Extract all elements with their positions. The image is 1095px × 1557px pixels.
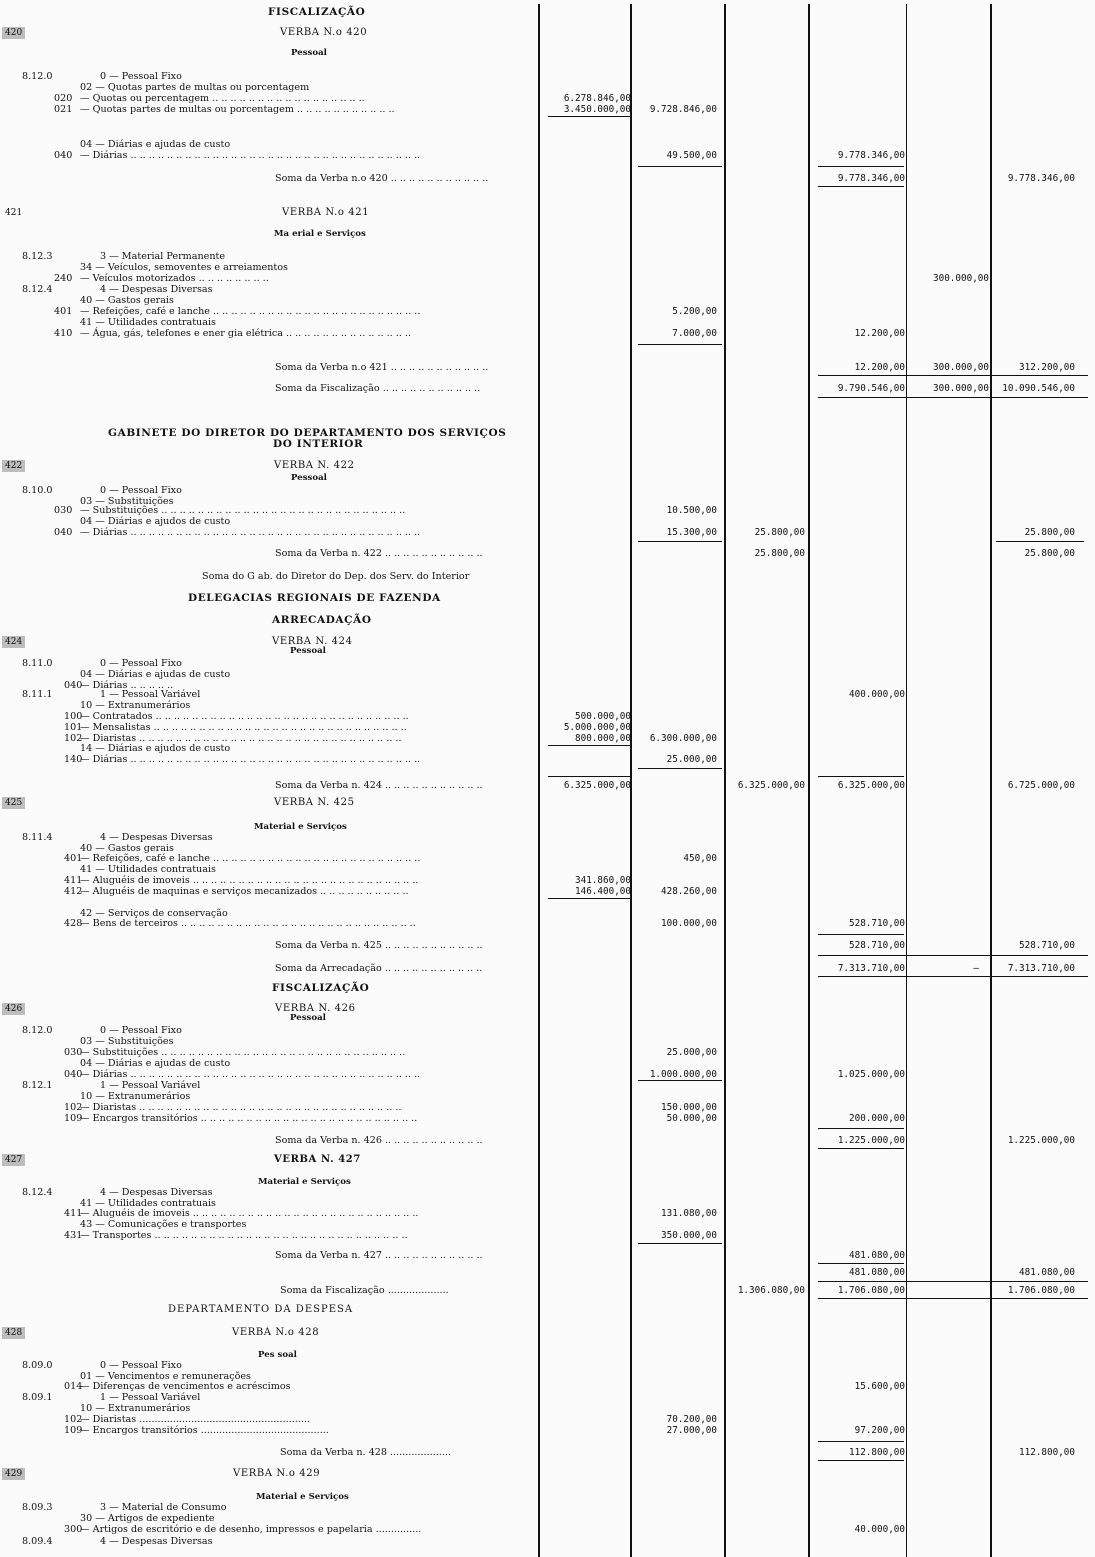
amount: 300.000,00	[933, 362, 989, 373]
amount: 300.000,00	[933, 273, 989, 284]
amount: 131.080,00	[661, 1208, 717, 1219]
row-code: 8.09.4	[22, 1536, 53, 1547]
row-code: 102	[64, 733, 83, 744]
row-code: 040	[64, 1069, 83, 1080]
verba-title: VERBA N.o 421	[282, 207, 370, 218]
amount: 146.400,00	[575, 886, 631, 897]
row-code: 411	[64, 1208, 83, 1219]
row-code: 431	[64, 1230, 83, 1241]
row-description: — Encargos transitórios .. .. .. .. .. .. .. .. .. .. .. .. .. .. .. .. .. .. .. .. .. .. .. ..	[80, 1113, 418, 1124]
row-code: 102	[64, 1102, 83, 1113]
table-row	[0, 1524, 1095, 1536]
amount: 7.000,00	[672, 328, 717, 339]
rule	[818, 776, 904, 777]
row-code: 401	[54, 306, 73, 317]
rule	[818, 166, 904, 167]
row-description: 0 — Pessoal Fixo	[100, 1360, 182, 1371]
verba-badge: 427	[2, 1154, 25, 1166]
table-row	[0, 1447, 1095, 1459]
table-row	[0, 754, 1095, 766]
amount: 6.325.000,00	[563, 780, 631, 791]
rule	[818, 1441, 904, 1442]
amount: 481.080,00	[849, 1250, 905, 1261]
row-code: 040	[64, 680, 83, 691]
verba-title: VERBA N. 422	[274, 460, 355, 471]
amount: 5.000.000,00	[563, 722, 631, 733]
soma-label: Soma da Verba n.o 420 .. .. .. .. .. .. .. .. .. .. ..	[275, 173, 489, 184]
amount: 25.000,00	[666, 754, 717, 765]
amount: 300.000,00	[933, 383, 989, 394]
row-description: 04 — Diárias e ajudas de custo	[80, 139, 231, 150]
row-description: 41 — Utilidades contratuais	[80, 864, 216, 875]
verba-title: VERBA N. 427	[274, 1154, 361, 1165]
row-code: 101	[64, 722, 83, 733]
rule	[638, 1243, 722, 1244]
rule	[638, 344, 722, 345]
amount: 112.800,00	[849, 1447, 905, 1458]
amount: 350.000,00	[661, 1230, 717, 1241]
rule	[638, 768, 722, 769]
row-description: — Encargos transitórios ..........................................	[80, 1425, 329, 1436]
verba-subtitle: Material e Serviços	[254, 822, 347, 832]
amount: 9.778.346,00	[1007, 173, 1075, 184]
row-description: 1 — Pessoal Variável	[100, 1080, 201, 1091]
amount: 1.225.000,00	[1007, 1135, 1075, 1146]
verba-subtitle: Pessoal	[290, 1013, 326, 1023]
amount: 528.710,00	[849, 918, 905, 929]
verba-title: VERBA N.o 428	[232, 1327, 320, 1338]
row-code: 8.12.4	[22, 1187, 53, 1198]
amount: 9.790.546,00	[837, 383, 905, 394]
rule	[818, 1281, 1088, 1282]
rule	[818, 955, 1088, 956]
row-code: 428	[64, 918, 83, 929]
amount: 6.325.000,00	[837, 780, 905, 791]
amount: —	[973, 963, 979, 974]
row-description: — Veículos motorizados .. .. .. .. .. .. .. ..	[80, 273, 269, 284]
table-row	[0, 1425, 1095, 1437]
amount: 428.260,00	[661, 886, 717, 897]
row-code: 102	[64, 1414, 83, 1425]
table-row	[0, 150, 1095, 162]
row-code: 401	[64, 853, 83, 864]
row-description: — Água, gás, telefones e ener gia elétrica .. .. .. .. .. .. .. .. .. .. .. .. .. ..	[80, 328, 412, 339]
row-description: 4 — Despesas Diversas	[100, 832, 213, 843]
row-description: 10 — Extranumerários	[80, 700, 191, 711]
row-description: — Substituições .. .. .. .. .. .. .. .. .. .. .. .. .. .. .. .. .. .. .. .. .. .. .. .. .. .. ..	[80, 1047, 406, 1058]
amount: 500.000,00	[575, 711, 631, 722]
soma-gabinete: Soma do G ab. do Diretor do Dep. dos Serv. do Interior	[202, 571, 470, 582]
row-code: 014	[64, 1381, 83, 1392]
row-code: 8.11.0	[22, 658, 53, 669]
verba-title: VERBA N.o 420	[280, 27, 368, 38]
row-code: 8.12.1	[22, 1080, 53, 1091]
table-row	[0, 940, 1095, 952]
rule	[818, 397, 1088, 398]
verba-subtitle: Pessoal	[290, 646, 326, 656]
amount: 97.200,00	[854, 1425, 905, 1436]
amount: 10.090.546,00	[1002, 383, 1075, 394]
table-row	[0, 383, 1095, 395]
amount: 12.200,00	[854, 362, 905, 373]
row-description: 3 — Material de Consumo	[100, 1502, 227, 1513]
soma-label: Soma da Fiscalização ....................	[280, 1285, 449, 1296]
verba-subtitle: Pessoal	[291, 473, 327, 483]
table-row	[0, 780, 1095, 792]
rule	[818, 186, 904, 187]
row-code: 021	[54, 104, 73, 115]
table-row	[0, 104, 1095, 116]
amount: 450,00	[683, 853, 717, 864]
verba-subtitle: Pessoal	[291, 48, 327, 58]
amount: 150.000,00	[661, 1102, 717, 1113]
table-row	[0, 1267, 1095, 1279]
row-description: — Diaristas ........................................................	[80, 1414, 311, 1425]
verba-badge: 425	[2, 797, 25, 809]
row-description: 30 — Artigos de expediente	[80, 1513, 215, 1524]
row-description: — Diferenças de vencimentos e acréscimos	[80, 1381, 291, 1392]
soma-label: Soma da Verba n. 424 .. .. .. .. .. .. .. .. .. .. ..	[275, 780, 483, 791]
verba-subtitle: Pes soal	[258, 1350, 297, 1360]
rule	[996, 541, 1084, 542]
table-row	[0, 1285, 1095, 1297]
rule	[818, 1460, 904, 1461]
row-description: 0 — Pessoal Fixo	[100, 658, 182, 669]
soma-label: Soma da Verba n. 428 ....................	[280, 1447, 451, 1458]
rule	[638, 541, 722, 542]
verba-badge: 424	[2, 636, 25, 648]
table-row	[0, 527, 1095, 539]
amount: 40.000,00	[854, 1524, 905, 1535]
row-description: 04 — Diárias e ajudas de custo	[80, 1058, 231, 1069]
rule	[818, 1128, 904, 1129]
row-description: — Transportes .. .. .. .. .. .. .. .. .. .. .. .. .. .. .. .. .. .. .. .. .. .. .. .. .. .. .. ..	[80, 1230, 408, 1241]
row-description: 41 — Utilidades contratuais	[80, 1198, 216, 1209]
amount: 25.800,00	[1024, 548, 1075, 559]
amount: 25.800,00	[1024, 527, 1075, 538]
verba-badge: 420	[2, 27, 25, 39]
rule	[818, 1263, 904, 1264]
row-description: 1 — Pessoal Variável	[100, 1392, 201, 1403]
table-row	[0, 886, 1095, 898]
verba-title: VERBA N. 425	[274, 797, 355, 808]
soma-label: Soma da Fiscalização .. .. .. .. .. .. .. .. .. .. ..	[275, 383, 481, 394]
verba-title: VERBA N. 426	[275, 1003, 356, 1014]
amount: 528.710,00	[849, 940, 905, 951]
row-description: — Artigos de escritório e de desenho, impressos e papelaria ...............	[80, 1524, 422, 1535]
rule	[818, 1298, 1088, 1299]
row-code: 8.12.0	[22, 71, 53, 82]
row-code: 300	[64, 1524, 83, 1535]
rule	[818, 375, 1088, 376]
verba-subtitle: Material e Serviços	[258, 1177, 351, 1187]
amount: 7.313.710,00	[837, 963, 905, 974]
row-description: — Quotas partes de multas ou porcentagem .. .. .. .. .. .. .. .. .. .. ..	[80, 104, 395, 115]
section-heading: ARRECADAÇÃO	[272, 614, 372, 626]
rule	[548, 116, 630, 117]
row-description: 03 — Substituições	[80, 1036, 174, 1047]
row-description: 40 — Gastos gerais	[80, 295, 174, 306]
row-description: 0 — Pessoal Fixo	[100, 71, 182, 82]
rule	[818, 934, 904, 935]
row-code: 411	[64, 875, 83, 886]
amount: 6.325.000,00	[737, 780, 805, 791]
amount: 1.706.080,00	[837, 1285, 905, 1296]
row-code: 020	[54, 93, 73, 104]
row-description: — Refeições, café e lanche .. .. .. .. .. .. .. .. .. .. .. .. .. .. .. .. .. .. .. .. .. .. ..	[80, 853, 421, 864]
row-description: 01 — Vencimentos e remunerações	[80, 1371, 251, 1382]
row-description: — Substituições .. .. .. .. .. .. .. .. .. .. .. .. .. .. .. .. .. .. .. .. .. .. .. .. .. .. ..	[80, 505, 406, 516]
row-code: 030	[54, 505, 73, 516]
row-code: 109	[64, 1425, 83, 1436]
section-heading: GABINETE DO DIRETOR DO DEPARTAMENTO DOS SERVIÇOS	[108, 427, 507, 439]
row-description: — Aluguéis de maquinas e serviços mecanizados .. .. .. .. .. .. .. .. .. ..	[80, 886, 409, 897]
amount: 1.000.000,00	[649, 1069, 717, 1080]
table-row	[0, 1113, 1095, 1125]
row-description: — Diárias .. .. .. .. .. .. .. .. .. .. .. .. .. .. .. .. .. .. .. .. .. .. .. .. .. .. .. .. .. .. .. ..	[80, 150, 421, 161]
amount: 25.800,00	[754, 527, 805, 538]
row-code: 240	[54, 273, 73, 284]
row-code: 140	[64, 754, 83, 765]
row-description: — Contratados .. .. .. .. .. .. .. .. .. .. .. .. .. .. .. .. .. .. .. .. .. .. .. .. .. .. .. ..	[80, 711, 409, 722]
row-description: — Diaristas .. .. .. .. .. .. .. .. .. .. .. .. .. .. .. .. .. .. .. .. .. .. .. .. .. .. .. .. ..	[80, 733, 402, 744]
rule	[548, 745, 630, 746]
row-description: 4 — Despesas Diversas	[100, 1187, 213, 1198]
row-description: — Diárias .. .. .. .. .. .. .. .. .. .. .. .. .. .. .. .. .. .. .. .. .. .. .. .. .. .. .. .. .. .. .. ..	[80, 527, 421, 538]
table-row	[0, 173, 1095, 185]
amount: 1.225.000,00	[837, 1135, 905, 1146]
row-code: 412	[64, 886, 83, 897]
amount: 400.000,00	[849, 689, 905, 700]
row-description: 34 — Veículos, semoventes e arreiamentos	[80, 262, 288, 273]
amount: 9.778.346,00	[837, 150, 905, 161]
amount: 6.278.846,00	[563, 93, 631, 104]
row-code: 8.11.1	[22, 689, 53, 700]
row-code: 8.11.4	[22, 832, 53, 843]
amount: 1.706.080,00	[1007, 1285, 1075, 1296]
row-code: 8.12.3	[22, 251, 53, 262]
verba-badge: 429	[2, 1468, 25, 1480]
row-description: 0 — Pessoal Fixo	[100, 485, 182, 496]
section-heading: DEPARTAMENTO DA DESPESA	[168, 1304, 354, 1315]
amount: 9.728.846,00	[649, 104, 717, 115]
amount: 800.000,00	[575, 733, 631, 744]
row-description: — Diárias .. .. .. .. .. .. .. .. .. .. .. .. .. .. .. .. .. .. .. .. .. .. .. .. .. .. .. .. .. .. .. ..	[80, 754, 421, 765]
rule	[548, 898, 630, 899]
rule	[638, 166, 722, 167]
soma-label: Soma da Verba n.o 421 .. .. .. .. .. .. .. .. .. .. ..	[275, 362, 489, 373]
amount: 1.306.080,00	[737, 1285, 805, 1296]
row-code: 030	[64, 1047, 83, 1058]
row-code: 410	[54, 328, 73, 339]
rule	[818, 1148, 904, 1149]
amount: 100.000,00	[661, 918, 717, 929]
row-description: 43 — Comunicações e transportes	[80, 1219, 247, 1230]
row-description: — Diaristas .. .. .. .. .. .. .. .. .. .. .. .. .. .. .. .. .. .. .. .. .. .. .. .. .. .. .. .. ..	[80, 1102, 402, 1113]
section-heading: FISCALIZAÇÃO	[268, 6, 366, 18]
soma-label: Soma da Verba n. 425 .. .. .. .. .. .. .. .. .. .. ..	[275, 940, 483, 951]
row-description: — Aluguéis de imoveis .. .. .. .. .. .. .. .. .. .. .. .. .. .. .. .. .. .. .. .. .. .. .. .. ..	[80, 875, 419, 886]
amount: 3.450.000,00	[563, 104, 631, 115]
row-description: 0 — Pessoal Fixo	[100, 1025, 182, 1036]
verba-subtitle: Material e Serviços	[256, 1492, 349, 1502]
row-description: 02 — Quotas partes de multas ou porcentagem	[80, 82, 310, 93]
amount: 15.600,00	[854, 1381, 905, 1392]
amount: 10.500,00	[666, 505, 717, 516]
amount: 6.725.000,00	[1007, 780, 1075, 791]
row-description: 04 — Diárias e ajudas de custo	[80, 669, 231, 680]
table-row	[0, 1250, 1095, 1262]
amount: 70.200,00	[666, 1414, 717, 1425]
verba-subtitle: Ma erial e Serviços	[274, 229, 366, 239]
amount: 312.200,00	[1019, 362, 1075, 373]
row-description: 14 — Diárias e ajudos de custo	[80, 743, 231, 754]
table-row	[0, 362, 1095, 374]
amount: 7.313.710,00	[1007, 963, 1075, 974]
table-row	[0, 1230, 1095, 1242]
amount: 200.000,00	[849, 1113, 905, 1124]
amount: 49.500,00	[666, 150, 717, 161]
verba-badge: 426	[2, 1003, 25, 1015]
row-code: 040	[54, 150, 73, 161]
amount: 112.800,00	[1019, 1447, 1075, 1458]
row-description: 40 — Gastos gerais	[80, 843, 174, 854]
amount: 6.300.000,00	[649, 733, 717, 744]
row-description: — Bens de terceiros .. .. .. .. .. .. .. .. .. .. .. .. .. .. .. .. .. .. .. .. .. .. .. .. .. ..	[80, 918, 416, 929]
amount: 5.200,00	[672, 306, 717, 317]
rule	[818, 976, 1088, 977]
soma-label: Soma da Verba n. 426 .. .. .. .. .. .. .. .. .. .. ..	[275, 1135, 483, 1146]
amount: 481.080,00	[1019, 1267, 1075, 1278]
verba-title: VERBA N.o 429	[233, 1468, 321, 1479]
verba-badge: 421	[5, 208, 23, 218]
amount: 25.000,00	[666, 1047, 717, 1058]
rule	[548, 776, 630, 777]
soma-label: Soma da Verba n. 422 .. .. .. .. .. .. .. .. .. .. ..	[275, 548, 483, 559]
amount: 528.710,00	[1019, 940, 1075, 951]
row-description: 42 — Serviços de conservação	[80, 908, 228, 919]
amount: 9.778.346,00	[837, 173, 905, 184]
row-description: 4 — Despesas Diversas	[100, 284, 213, 295]
row-code: 109	[64, 1113, 83, 1124]
section-heading: FISCALIZAÇÃO	[272, 982, 370, 994]
row-code: 8.12.0	[22, 1025, 53, 1036]
verba-badge: 422	[2, 460, 25, 472]
row-description: — Quotas ou percentagem .. .. .. .. .. .. .. .. .. .. .. .. .. .. .. .. ..	[80, 93, 365, 104]
table-row	[0, 1135, 1095, 1147]
amount: 341.860,00	[575, 875, 631, 886]
amount: 481.080,00	[849, 1267, 905, 1278]
row-description: 1 — Pessoal Variável	[100, 689, 201, 700]
row-code: 8.10.0	[22, 485, 53, 496]
verba-title: VERBA N. 424	[272, 636, 353, 647]
soma-label: Soma da Arrecadação .. .. .. .. .. .. .. .. .. .. ..	[275, 963, 483, 974]
amount: 27.000,00	[666, 1425, 717, 1436]
row-description: — Diárias .. .. .. .. ..	[80, 680, 174, 691]
verba-badge: 428	[2, 1327, 25, 1339]
row-code: 8.09.3	[22, 1502, 53, 1513]
row-description: 10 — Extranumerários	[80, 1091, 191, 1102]
table-row	[0, 548, 1095, 560]
table-row	[0, 328, 1095, 340]
row-description: 10 — Extranumerários	[80, 1403, 191, 1414]
table-row	[0, 918, 1095, 930]
section-heading: DELEGACIAS REGIONAIS DE FAZENDA	[188, 592, 441, 604]
row-code: 8.09.1	[22, 1392, 53, 1403]
soma-label: Soma da Verba n. 427 .. .. .. .. .. .. .. .. .. .. ..	[275, 1250, 483, 1261]
row-code: 040	[54, 527, 73, 538]
row-description: 4 — Despesas Diversas	[100, 1536, 213, 1547]
row-description: 41 — Utilidades contratuais	[80, 317, 216, 328]
row-description: 04 — Diárias e ajudos de custo	[80, 516, 231, 527]
row-code: 8.12.4	[22, 284, 53, 295]
amount: 1.025.000,00	[837, 1069, 905, 1080]
amount: 25.800,00	[754, 548, 805, 559]
amount: 12.200,00	[854, 328, 905, 339]
row-description: — Mensalistas .. .. .. .. .. .. .. .. .. .. .. .. .. .. .. .. .. .. .. .. .. .. .. .. .. .. .. ..	[80, 722, 407, 733]
row-description: — Aluguéis de imoveis .. .. .. .. .. .. .. .. .. .. .. .. .. .. .. .. .. .. .. .. .. .. .. .. ..	[80, 1208, 419, 1219]
amount: 15.300,00	[666, 527, 717, 538]
amount: 50.000,00	[666, 1113, 717, 1124]
row-description: 3 — Material Permanente	[100, 251, 226, 262]
row-code: 8.09.0	[22, 1360, 53, 1371]
row-code: 100	[64, 711, 83, 722]
row-description: 03 — Substituições	[80, 496, 174, 507]
row-description: — Diárias .. .. .. .. .. .. .. .. .. .. .. .. .. .. .. .. .. .. .. .. .. .. .. .. .. .. .. .. .. .. .. ..	[80, 1069, 421, 1080]
row-description: — Refeições, café e lanche .. .. .. .. .. .. .. .. .. .. .. .. .. .. .. .. .. .. .. .. .. .. ..	[80, 306, 421, 317]
section-heading: DO INTERIOR	[273, 438, 364, 450]
table-row	[0, 1536, 1095, 1548]
table-row	[0, 963, 1095, 975]
